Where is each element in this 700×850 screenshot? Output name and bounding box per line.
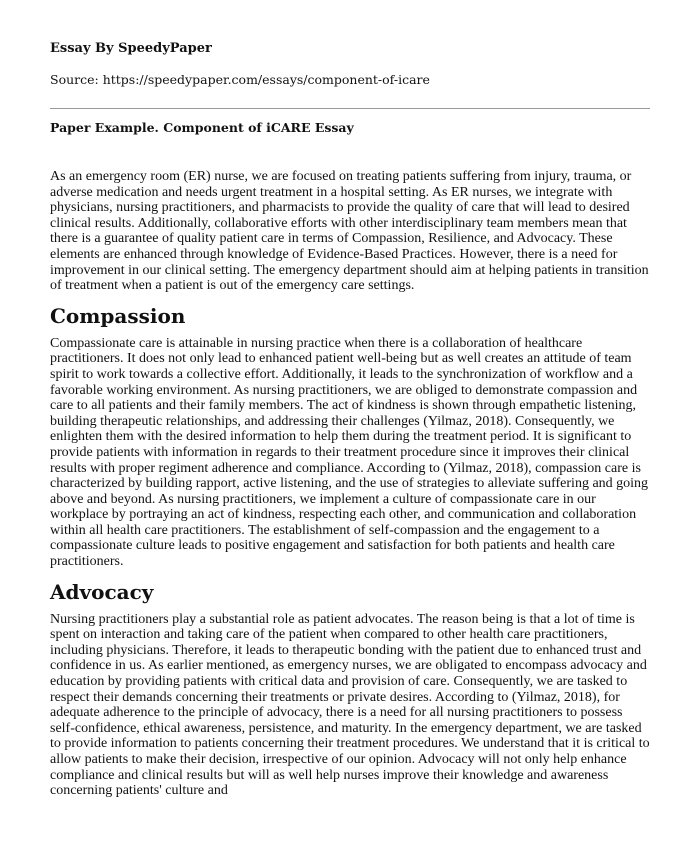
source-url: Source: https://speedypaper.com/essays/component-of-icare [50, 72, 430, 87]
header-divider [50, 108, 650, 109]
section-body-advocacy: Nursing practitioners play a substantial role as patient advocates. The reason being is that a lot of time is spent on interaction and taking care of the patient when compared to other health care practitioners, including physicians. Therefore, it leads to therapeutic bonding with the patient due to enhanced trust and confidence in us. As earlier mentioned, as emergency nurses, we are obligated to encompass advocacy and education by providing patients with critical data and provision of care. Consequently, we are tasked to respect their demands concerning their treatments or private desires. According to (Yilmaz, 2018), for adequate adherence to the principle of advocacy, there is a need for all nursing practitioners to possess self-confidence, ethical awareness, persistence, and maturity. In the emergency department, we are tasked to provide information to patients concerning their treatment procedures. We understand that it is critical to allow patients to make their decision, irrespective of our opinion. Advocacy will not only help enhance compliance and clinical results but will as well help nurses improve their knowledge and awareness concerning patients' culture and [50, 611, 650, 799]
intro-paragraph: As an emergency room (ER) nurse, we are focused on treating patients suffering from injury, trauma, or adverse medication and needs urgent treatment in a hospital setting. As ER nurses, we integrate with physicians, nursing practitioners, and pharmacists to provide the quality of care that will lead to desired clinical results. Additionally, collaborative efforts with other interdisciplinary team members mean that there is a guarantee of quality patient care in terms of Compassion, Resilience, and Advocacy. These elements are enhanced through knowledge of Evidence-Based Practices. However, there is a need for improvement in our clinical setting. The emergency department should aim at helping patients in transition of treatment when a patient is out of the emergency care settings. [50, 169, 649, 294]
document-page [50, 40, 650, 799]
section-heading-advocacy: Advocacy [50, 579, 154, 604]
essay-source-title: Essay By SpeedyPaper [50, 41, 212, 56]
paper-title: Paper Example. Component of iCARE Essay [50, 120, 354, 135]
section-body-compassion: Compassionate care is attainable in nursing practice when there is a collaboration of healthcare practitioners. It does not only lead to enhanced patient well-being but as well creates an attitude of team spirit to work towards a collective effort. Additionally, it leads to the synchronization of workflow and a favorable working environment. As nursing practitioners, we are obliged to demonstrate compassion and care to all patients and their family members. The act of kindness is shown through empathetic listening, building therapeutic relationships, and addressing their challenges (Yilmaz, 2018). Consequently, we enlighten them with the desired information to help them during the treatment period. It is significant to provide patients with information in regards to their treatment procedure since it improves their clinical results with proper regiment adherence and compliance. According to (Yilmaz, 2018), compassion care is characterized by building rapport, active listening, and the use of strategies to alleviate suffering and going above and beyond. As nursing practitioners, we implement a culture of compassionate care in our workplace by portraying an act of kindness, respecting each other, and communication and collaboration within all health care practitioners. The establishment of self-compassion and the engagement to a compassionate culture leads to positive engagement and satisfaction for both patients and health care practitioners. [50, 335, 649, 570]
section-heading-compassion: Compassion [50, 303, 186, 328]
